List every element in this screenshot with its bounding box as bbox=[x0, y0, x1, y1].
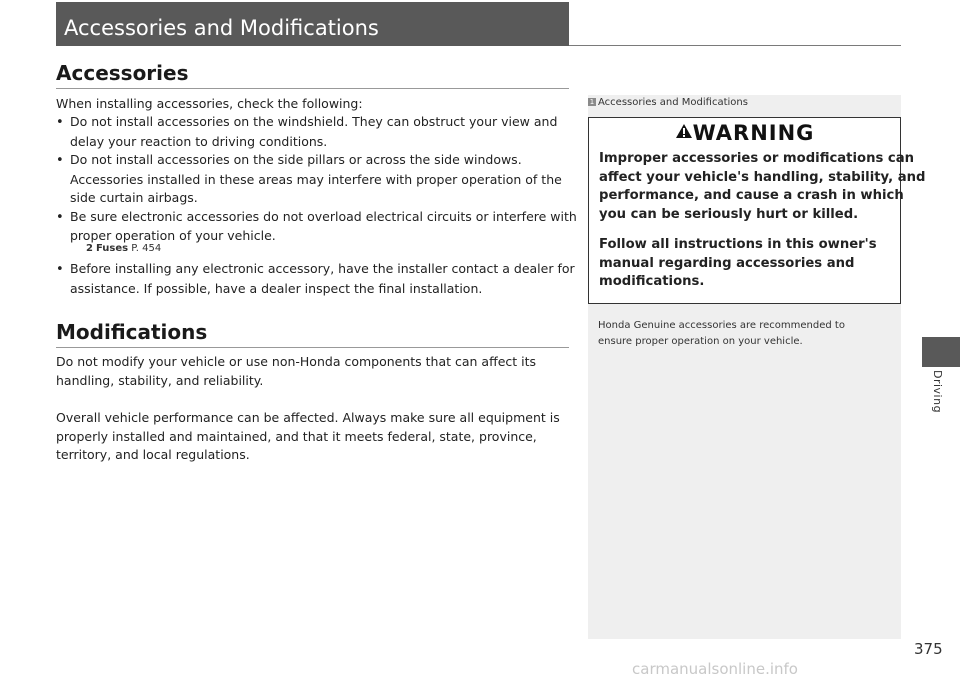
reference-marker-icon: 1 bbox=[589, 98, 595, 106]
warning-header bbox=[589, 118, 900, 148]
fuses-cross-reference[interactable] bbox=[86, 242, 161, 256]
section-title: Accessories and Modifications bbox=[64, 16, 379, 40]
bullet-item-windshield: • Do not install accessories on the windshield. They can obstruct your view and delay your reaction to driving conditions. bbox=[56, 114, 558, 149]
section-header bbox=[56, 2, 569, 46]
chapter-tab[interactable] bbox=[922, 337, 960, 367]
warning-box bbox=[588, 117, 926, 304]
bullet-dot: • bbox=[56, 115, 64, 130]
bullet-item-electronic-accessory: • Before installing any electronic accessory, have the installer contact a dealer for assistance. If possible, have a dealer inspect the final installation. bbox=[56, 261, 575, 296]
accessories-heading-rule bbox=[56, 88, 569, 89]
bullet-dot: • bbox=[56, 209, 64, 225]
warning-paragraph-1: Improper accessories or modifications can affect your vehicle's handling, stability, and performance, and cause a crash in which you can be seriously hurt or killed. bbox=[599, 151, 926, 222]
warning-paragraph-2: Follow all instructions in this owner's manual regarding accessories and modifications. bbox=[599, 237, 877, 289]
warning-label: WARNING bbox=[692, 121, 815, 145]
bullet-dot: • bbox=[56, 262, 64, 277]
accessories-bullet-list-continued bbox=[56, 260, 575, 298]
watermark: carmanualsonline.info bbox=[632, 660, 798, 678]
modifications-paragraph-1: Do not modify your vehicle or use non-Honda components that can affect its handling, stability, and reliability. bbox=[56, 354, 537, 388]
header-rule bbox=[569, 45, 901, 46]
xref-label: Fuses bbox=[95, 243, 129, 254]
bullet-item-side-pillars: • Do not install accessories on the side pillars or across the side windows. Accessories installed in these areas may interfere with proper operation of the side curtain airbags. bbox=[56, 152, 562, 205]
bullet-dot: • bbox=[56, 153, 64, 168]
modifications-paragraph-2: Overall vehicle performance can be affected. Always make sure all equipment is properly installed and maintained, and that it meets federal, state, province, territory, and local regulations. bbox=[56, 410, 560, 462]
warning-body bbox=[599, 150, 926, 292]
xref-page: P. 454 bbox=[131, 243, 162, 254]
accessories-intro: When installing accessories, check the following: bbox=[56, 96, 363, 111]
accessories-bullet-list bbox=[56, 113, 577, 246]
sidebar-title: 1 Accessories and Modifications bbox=[589, 97, 748, 108]
bullet-item-electrical: • Be sure electronic accessories do not overload electrical circuits or interfere with proper operation of your vehicle. bbox=[56, 208, 577, 243]
accessories-heading: Accessories bbox=[56, 61, 189, 85]
modifications-heading: Modifications bbox=[56, 320, 208, 344]
chapter-tab-label: Driving bbox=[931, 370, 944, 414]
arrow-right-icon: 2 bbox=[86, 243, 93, 254]
page-number: 375 bbox=[914, 640, 943, 658]
modifications-heading-rule bbox=[56, 347, 569, 348]
sidebar-note: Honda Genuine accessories are recommended to ensure proper operation on your vehicle. bbox=[598, 320, 845, 347]
warning-triangle-icon bbox=[675, 118, 693, 148]
